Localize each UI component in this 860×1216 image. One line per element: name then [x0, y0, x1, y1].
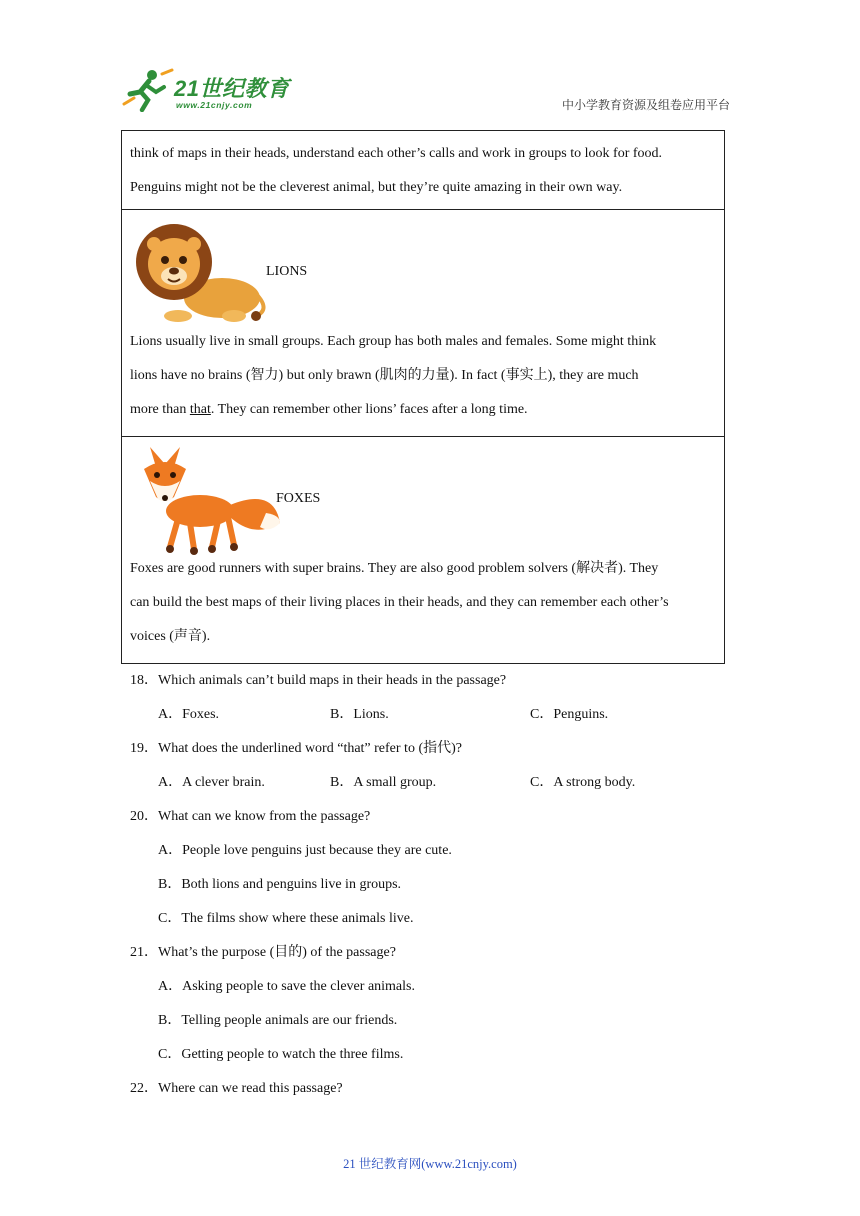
foxes-heading [130, 437, 716, 552]
passage-line: think of maps in their heads, understand each other’s calls and work in groups to look for food. [130, 146, 663, 161]
question-18: 18．Which animals can’t build maps in their heads in the passage? [130, 673, 507, 688]
option-a[interactable]: A．Foxes. [158, 707, 220, 722]
passage-line: Penguins might not be the cleverest animal, but they’re quite amazing in their own way. [130, 180, 623, 195]
logo-url: www.21cnjy.com [176, 100, 253, 110]
option-b[interactable]: B．Both lions and penguins live in groups. [158, 877, 402, 892]
page-footer[interactable]: 21 世纪教育网(www.21cnjy.com) [343, 1157, 517, 1171]
underlined-word: that [189, 402, 211, 417]
question-20: 20．What can we know from the passage? [130, 809, 371, 824]
reading-passage-table [121, 130, 725, 664]
option-b[interactable]: B．Lions. [330, 707, 389, 722]
passage-line: Lions usually live in small groups. Each group has both males and females. Some might think [130, 334, 657, 349]
penguins-cell [122, 131, 724, 210]
question-22: 22．Where can we read this passage? [130, 1081, 343, 1096]
lion-icon [134, 218, 274, 326]
option-c[interactable]: C．The films show where these animals live. [158, 911, 414, 926]
logo-text: 21世纪教育 [174, 76, 290, 101]
page-header [0, 0, 860, 128]
question-list [130, 664, 730, 1106]
question-21: 21．What’s the purpose (目的) of the passage? [130, 945, 396, 960]
foxes-cell [122, 437, 724, 664]
passage-line: Foxes are good runners with super brains. They are also good problem solvers (解决者). They [130, 561, 659, 576]
passage-line [130, 393, 716, 427]
lions-heading [130, 210, 716, 325]
option-b[interactable]: B．A small group. [330, 775, 437, 790]
site-logo[interactable] [122, 68, 292, 118]
passage-text: . They can remember other lions’ faces after a long time. [210, 402, 528, 417]
passage-line: can build the best maps of their living places in their heads, and they can remember each other’s [130, 595, 669, 610]
option-b[interactable]: B．Telling people animals are our friends. [158, 1013, 398, 1028]
passage-text: more than [130, 402, 190, 417]
option-a[interactable]: A．People love penguins just because they are cute. [158, 843, 452, 858]
option-c[interactable]: C．A strong body. [530, 775, 636, 790]
question-19-options [130, 766, 730, 800]
question-18-options [130, 698, 730, 732]
header-platform-text: 中小学教育资源及组卷应用平台 [561, 98, 730, 112]
lions-title: LIONS [266, 264, 308, 279]
fox-icon [134, 443, 284, 555]
option-c[interactable]: C．Penguins. [530, 707, 609, 722]
option-a[interactable]: A．A clever brain. [158, 775, 265, 790]
passage-line: lions have no brains (智力) but only brawn (肌肉的力量). In fact (事实上), they are much [130, 368, 639, 383]
foxes-title: FOXES [276, 491, 321, 506]
question-19: 19．What does the underlined word “that” refer to (指代)? [130, 741, 462, 756]
runner-logo-icon [122, 68, 174, 112]
passage-line: voices (声音). [130, 629, 211, 644]
lions-cell [122, 210, 724, 437]
option-c[interactable]: C．Getting people to watch the three films. [158, 1047, 404, 1062]
option-a[interactable]: A．Asking people to save the clever animals. [158, 979, 415, 994]
